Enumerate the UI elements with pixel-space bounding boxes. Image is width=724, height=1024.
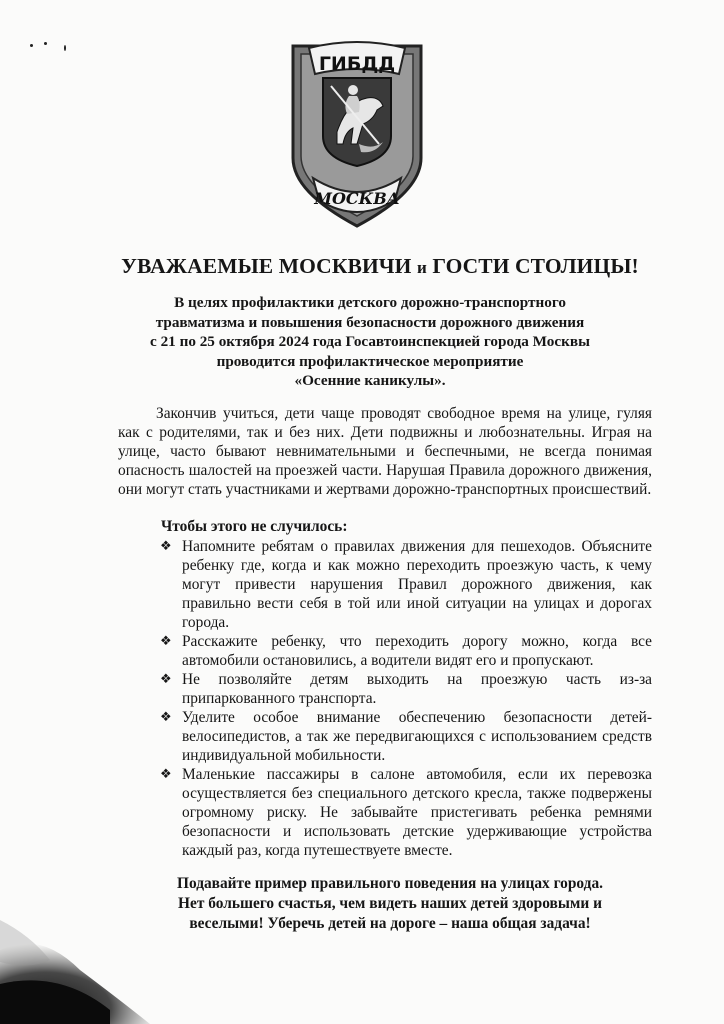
closing-line: веселыми! Уберечь детей на дороге – наша общая задача! <box>189 915 591 932</box>
intro-line: проводится профилактическое мероприятие <box>216 352 524 370</box>
body-text <box>118 404 652 499</box>
bullet-icon: ❖ <box>160 634 172 649</box>
intro-line: «Осенние каникулы». <box>294 372 446 389</box>
page-headline <box>110 254 650 279</box>
intro-line: с 21 по 25 октября 2024 года Госавтоинспекцией города Москвы <box>150 333 590 350</box>
bullet-icon: ❖ <box>160 672 172 687</box>
headline-part-1: УВАЖАЕМЫЕ МОСКВИЧИ <box>121 254 417 278</box>
tip-item <box>156 632 652 670</box>
intro-line: В целях профилактики детского дорожно-транспортного <box>174 294 566 311</box>
intro-line: травматизма и повышения безопасности дорожного движения <box>155 313 585 331</box>
closing-line: Подавайте пример правильного поведения на улицах города. <box>176 875 604 892</box>
tip-text: Расскажите ребенку, что переходить дорогу можно, когда все автомобили остановились, а водители видят его и пропускают. <box>182 633 652 669</box>
tip-text: Уделите особое внимание обеспечению безопасности детей-велосипедистов, а так же передвигающихся с использованием средств индивидуальной мобильности. <box>182 709 652 764</box>
headline-part-3: ГОСТИ СТОЛИЦЫ! <box>426 254 639 278</box>
gibdd-moscow-emblem <box>287 40 427 230</box>
emblem-top-text: ГИБДД <box>318 53 396 75</box>
scan-smudge <box>0 900 200 1024</box>
bullet-icon: ❖ <box>160 539 172 554</box>
closing-line: Нет большего счастья, чем видеть наших детей здоровыми и <box>178 895 602 912</box>
headline-part-2: и <box>416 258 427 277</box>
tip-item <box>156 765 652 860</box>
tip-text: Напомните ребятам о правилах движения для пешеходов. Объясните ребенку где, когда и как можно переходить проезжую часть, к чему могут привести нарушения Правил дорожного движения, как правильно вести себя в той или иной ситуации на улицах и дорогах города. <box>182 538 652 631</box>
tip-item <box>156 670 652 708</box>
tip-item <box>156 537 652 632</box>
tip-text: Маленькие пассажиры в салоне автомобиля, если их перевозка осуществляется без специального детского кресла, также подвержены огромному риску. Не забывайте пристегивать ребенка ремнями безопасности и использовать детские удерживающие устройства каждый раз, когда путешествуете вместе. <box>182 766 652 859</box>
intro-block <box>120 293 620 391</box>
tips-heading: Чтобы этого не случилось: <box>161 518 348 535</box>
closing-block <box>140 874 640 934</box>
tip-item <box>156 708 652 765</box>
tip-text: Не позволяйте детям выходить на проезжую часть из-за припаркованного транспорта. <box>182 671 652 707</box>
emblem-bottom-text: МОСКВА <box>314 189 400 208</box>
tips-list <box>156 537 652 860</box>
body-paragraph: Закончив учиться, дети чаще проводят свободное время на улице, гуляя как с родителями, так и без них. Дети подвижны и любознательны. Играя на улице, часто бывают невнимательными и беспечными, не всегда понимая опасность шалостей на проезжей части. Нарушая Правила дорожного движения, они могут стать участниками и жертвами дорожно-транспортных происшествий. <box>118 405 652 498</box>
bullet-icon: ❖ <box>160 767 172 782</box>
bullet-icon: ❖ <box>160 710 172 725</box>
